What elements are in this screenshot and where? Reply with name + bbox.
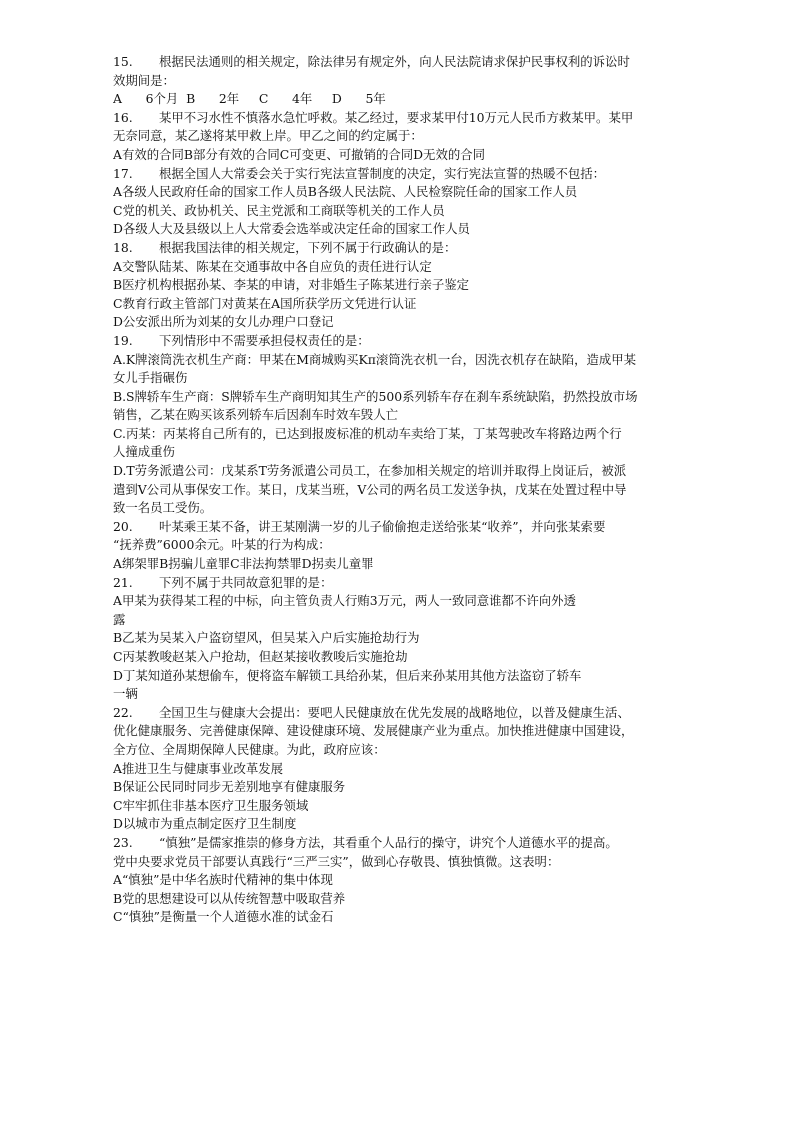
- line-text: 致一名员工受伤。: [113, 500, 213, 516]
- text-line: [113, 313, 694, 332]
- question-line: [113, 239, 694, 258]
- line-text: 叶某乘王某不备，讲王某刚满一岁的儿子偷偷抱走送给张某“收养”，并向张某索要: [159, 518, 606, 534]
- line-text: 根据我国法律的相关规定，下列不属于行政确认的是：: [159, 239, 457, 255]
- line-text: A 6个月 B 2年 C 4年 D 5年: [113, 91, 386, 107]
- line-text: 党中央要求党员干部要认真践行“三严三实”，做到心存敬畏、慎独慎微。这表明：: [113, 853, 560, 869]
- line-text: D丁某知道孙某想偷车，便将盗车解锁工具给孙某，但后来孙某用其他方法盗窃了轿车: [113, 667, 582, 683]
- text-line: [113, 369, 694, 388]
- line-text: 露: [113, 611, 126, 627]
- question-number: 16.: [113, 109, 133, 125]
- line-text: C.丙某：丙某将自己所有的，已达到报废标准的机动车卖给丁某，丁某驾驶改车将路边两个行: [113, 425, 622, 441]
- line-text: D公安派出所为刘某的女儿办理户口登记: [113, 314, 334, 330]
- line-text: 人撞成重伤: [113, 444, 175, 460]
- text-line: [113, 146, 694, 165]
- text-line: [113, 871, 694, 890]
- text-line: [113, 425, 694, 444]
- line-text: C牢牢抓住非基本医疗卫生服务领域: [113, 797, 309, 813]
- line-text: 下列不属于共同故意犯罪的是：: [159, 574, 333, 590]
- text-line: [113, 908, 694, 927]
- line-text: D以城市为重点制定医疗卫生制度: [113, 816, 297, 832]
- line-text: 全方位、全周期保障人民健康。为此，政府应该：: [113, 741, 386, 757]
- question-line: [113, 165, 694, 184]
- question-line: [113, 109, 694, 128]
- line-text: A各级人民政府任命的国家工作人员B各级人民法院、人民检察院任命的国家工作人员: [113, 184, 578, 200]
- text-line: [113, 388, 694, 407]
- line-text: B.S牌轿车生产商：S牌轿车生产商明知其生产的500系列轿车存在刹车系统缺陷，扔然投放市场: [113, 388, 638, 404]
- text-line: [113, 276, 694, 295]
- line-text: A绑架罪B拐骗儿童罪C非法拘禁罪D拐卖儿童罪: [113, 556, 374, 572]
- line-text: B医疗机构根据孙某、李某的申请，对非婚生子陈某进行亲子鉴定: [113, 277, 470, 293]
- text-line: [113, 778, 694, 797]
- line-text: 根据全国人大常委会关于实行宪法宣誓制度的决定，实行宪法宣誓的热暖不包括：: [159, 165, 606, 181]
- text-line: [113, 72, 694, 91]
- line-text: 一辆: [113, 686, 138, 702]
- question-number: 22.: [113, 704, 133, 720]
- question-number: 18.: [113, 239, 133, 255]
- line-text: 全国卫生与健康大会提出：要吧人民健康放在优先发展的战略地位，以普及健康生活、: [159, 704, 630, 720]
- line-text: 无奈同意，某乙遂将某甲救上岸。甲乙之间的约定属于：: [113, 128, 423, 144]
- line-text: C教育行政主管部门对黄某在A国所获学历文凭进行认证: [113, 295, 417, 311]
- text-line: [113, 797, 694, 816]
- question-line: [113, 574, 694, 593]
- text-line: [113, 890, 694, 909]
- text-line: [113, 462, 694, 481]
- line-text: A推进卫生与健康事业改革发展: [113, 760, 284, 776]
- text-line: [113, 351, 694, 370]
- line-text: “抚养费”6000余元。叶某的行为构成：: [113, 537, 331, 553]
- question-number: 19.: [113, 332, 133, 348]
- line-text: 销售，乙某在购买该系列轿车后因刹车时效车毁人亡: [113, 407, 398, 423]
- line-text: B党的思想建设可以从传统智慧中吸取营养: [113, 890, 346, 906]
- text-line: [113, 183, 694, 202]
- line-text: A甲某为获得某工程的中标，向主管负责人行贿3万元，两人一致同意谁都不许向外透: [113, 593, 576, 609]
- text-line: [113, 555, 694, 574]
- text-line: [113, 202, 694, 221]
- text-line: [113, 629, 694, 648]
- text-line: [113, 741, 694, 760]
- text-line: [113, 499, 694, 518]
- text-line: [113, 295, 694, 314]
- text-line: [113, 853, 694, 872]
- line-text: 效期间是：: [113, 72, 175, 88]
- text-line: [113, 127, 694, 146]
- text-line: [113, 536, 694, 555]
- text-line: [113, 443, 694, 462]
- line-text: 女儿手指碾伤: [113, 370, 188, 386]
- line-text: D.T劳务派遣公司：戊某系T劳务派遣公司员工，在参加相关规定的培训并取得上岗证后，被派: [113, 463, 627, 479]
- text-line: [113, 760, 694, 779]
- line-text: 优化健康服务、完善健康保障、建设健康环境、发展健康产业为重点。加快推进健康中国建设，: [113, 723, 634, 739]
- text-line: [113, 648, 694, 667]
- line-text: “慎独”是儒家推崇的修身方法，其看重个人品行的操守，讲究个人道德水平的提高。: [159, 834, 618, 850]
- question-number: 15.: [113, 54, 133, 69]
- text-line: [113, 685, 694, 704]
- text-line: [113, 220, 694, 239]
- text-line: [113, 667, 694, 686]
- text-line: [113, 592, 694, 611]
- text-line: [113, 481, 694, 500]
- question-number: 23.: [113, 834, 133, 850]
- question-line: [113, 332, 694, 351]
- line-text: 下列情形中不需要承担侵权责任的是：: [159, 332, 370, 348]
- line-text: B乙某为吴某入户盗窃望风，但吴某入户后实施抢劫行为: [113, 630, 420, 646]
- question-line: [113, 53, 694, 72]
- question-line: [113, 704, 694, 723]
- line-text: C党的机关、政协机关、民主党派和工商联等机关的工作人员: [113, 202, 445, 218]
- text-line: [113, 611, 694, 630]
- line-text: C“慎独”是衡量一个人道德水准的试金石: [113, 909, 334, 925]
- text-line: [113, 90, 694, 109]
- line-text: A“慎独”是中华名族时代精神的集中体现: [113, 872, 333, 888]
- line-text: 遣到V公司从事保安工作。某日，戊某当班，V公司的两名员工发送争执，戊某在处置过程中导: [113, 481, 627, 497]
- text-line: [113, 722, 694, 741]
- text-line: [113, 815, 694, 834]
- question-line: [113, 834, 694, 853]
- line-text: A有效的合同B部分有效的合同C可变更、可撤销的合同D无效的合同: [113, 146, 486, 162]
- question-line: [113, 518, 694, 537]
- line-text: C丙某教唆赵某入户抢劫，但赵某接收教唆后实施抢劫: [113, 649, 408, 664]
- text-line: [113, 406, 694, 425]
- line-text: B保证公民同时同步无差别地享有健康服务: [113, 779, 346, 795]
- text-line: [113, 258, 694, 277]
- line-text: A.K牌滚筒洗衣机生产商：甲某在M商城购买Kπ滚筒洗衣机一台，因洗衣机存在缺陷，造成甲某: [113, 351, 637, 367]
- question-number: 17.: [113, 165, 133, 181]
- question-number: 20.: [113, 518, 133, 534]
- line-text: D各级人大及县级以上人大常委会选举或决定任命的国家工作人员: [113, 221, 470, 237]
- question-number: 21.: [113, 574, 133, 590]
- line-text: 根据民法通则的相关规定，除法律另有规定外，向人民法院请求保护民事权利的诉讼时: [159, 54, 630, 69]
- line-text: 某甲不习水性不慎落水急忙呼救。某乙经过，要求某甲付10万元人民币方救某甲。某甲: [159, 109, 634, 125]
- line-text: A交警队陆某、陈某在交通事故中各自应负的责任进行认定: [113, 258, 432, 274]
